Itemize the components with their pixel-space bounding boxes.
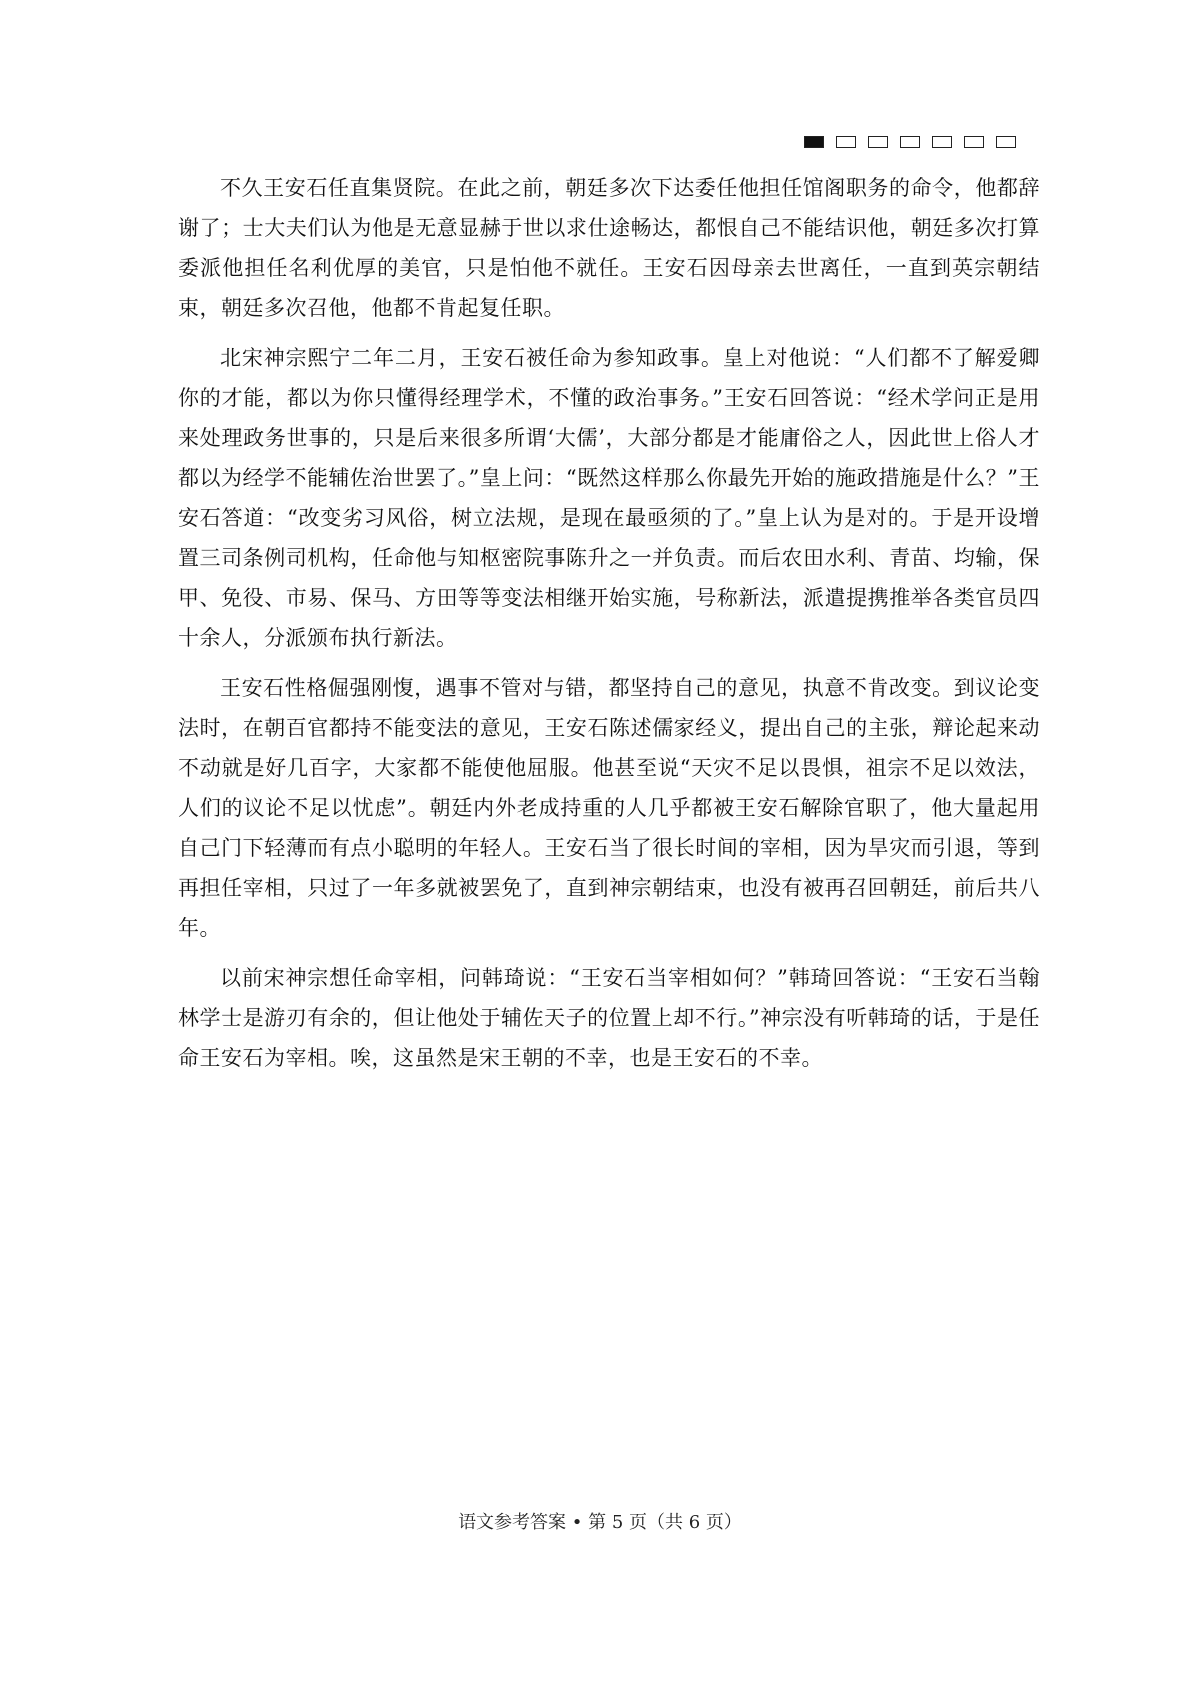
progress-mark-empty (836, 136, 856, 148)
progress-mark-empty (900, 136, 920, 148)
progress-mark-empty (964, 136, 984, 148)
paragraph-1: 不久王安石任直集贤院。在此之前，朝廷多次下达委任他担任馆阁职务的命令，他都辞谢了；士大夫们认为他是无意显赫于世以求仕途畅达，都恨自己不能结识他，朝廷多次打算委派他担任名利优厚的美官，只是怕他不就任。王安石因母亲去世离任，一直到英宗朝结束，朝廷多次召他，他都不肯起复任职。 (178, 176, 1040, 320)
progress-mark-empty (996, 136, 1016, 148)
translation-text (178, 168, 1040, 1088)
progress-mark-empty (868, 136, 888, 148)
paragraph-3: 王安石性格倔强刚愎，遇事不管对与错，都坚持自己的意见，执意不肯改变。到议论变法时，在朝百官都持不能变法的意见，王安石陈述儒家经义，提出自己的主张，辩论起来动不动就是好几百字，大家都不能使他屈服。他甚至说“天灾不足以畏惧，祖宗不足以效法，人们的议论不足以忧虑”。朝廷内外老成持重的人几乎都被王安石解除官职了，他大量起用自己门下轻薄而有点小聪明的年轻人。王安石当了很长时间的宰相，因为旱灾而引退，等到再担任宰相，只过了一年多就被罢免了，直到神宗朝结束，也没有被再召回朝廷，前后共八年。 (178, 676, 1040, 940)
paragraph-4: 以前宋神宗想任命宰相，问韩琦说：“王安石当宰相如何？”韩琦回答说：“王安石当翰林学士是游刃有余的，但让他处于辅佐天子的位置上却不行。”神宗没有听韩琦的话，于是任命王安石为宰相。唉，这虽然是宋王朝的不幸，也是王安石的不幸。 (178, 966, 1040, 1070)
progress-marks (804, 136, 1016, 148)
paragraph-2: 北宋神宗熙宁二年二月，王安石被任命为参知政事。皇上对他说：“人们都不了解爱卿你的才能，都以为你只懂得经理学术，不懂的政治事务。”王安石回答说：“经术学问正是用来处理政务世事的，只是后来很多所谓‘大儒’，大部分都是才能庸俗之人，因此世上俗人才都以为经学不能辅佐治世罢了。”皇上问：“既然这样那么你最先开始的施政措施是什么？”王安石答道：“改变劣习风俗，树立法规，是现在最亟须的了。”皇上认为是对的。于是开设增置三司条例司机构，任命他与知枢密院事陈升之一并负责。而后农田水利、青苗、均输，保甲、免役、市易、保马、方田等等变法相继开始实施，号称新法，派遣提携推举各类官员四十余人，分派颁布执行新法。 (178, 346, 1040, 650)
page-footer: 语文参考答案 • 第 5 页（共 6 页） (458, 1512, 742, 1533)
progress-mark-filled (804, 136, 824, 148)
progress-mark-empty (932, 136, 952, 148)
